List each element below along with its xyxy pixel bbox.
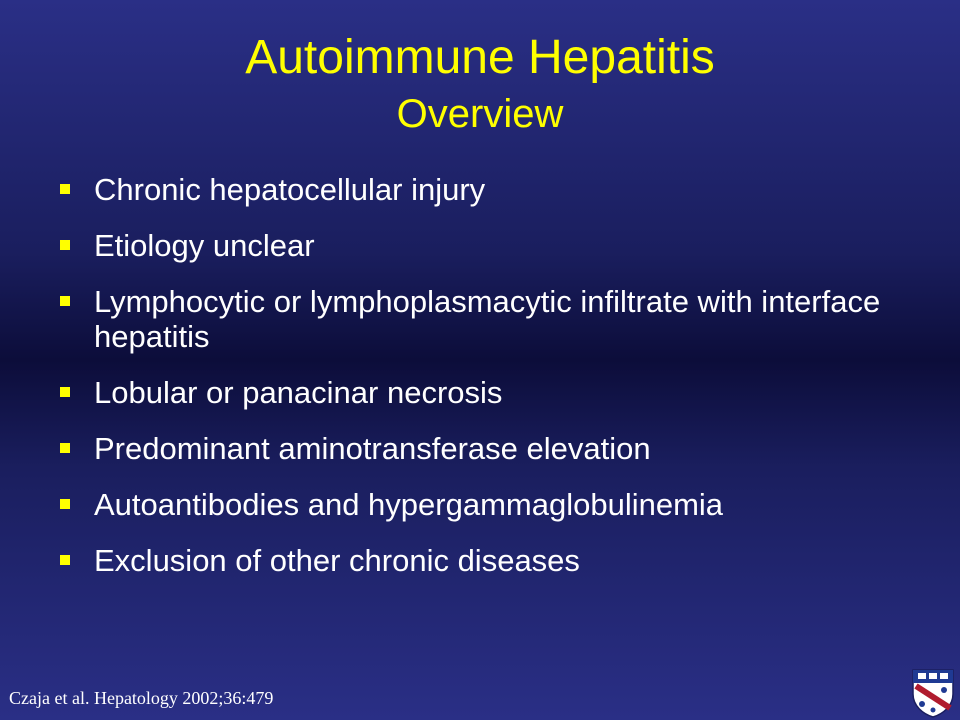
- bullet-text: Lobular or panacinar necrosis: [94, 375, 503, 410]
- bullet-item: [60, 487, 920, 522]
- bullet-square-icon: [60, 387, 70, 397]
- bullet-square-icon: [60, 555, 70, 565]
- bullet-square-icon: [60, 443, 70, 453]
- slide-subtitle: Overview: [396, 92, 564, 136]
- bullet-square-icon: [60, 240, 70, 250]
- bullet-text: Predominant aminotransferase elevation: [94, 431, 651, 466]
- bullet-item: [60, 375, 920, 410]
- bullet-item: [60, 431, 920, 466]
- bullet-text: Lymphocytic or lymphoplasmacytic infiltrate with interface hepatitis: [94, 284, 881, 354]
- bullet-text: Chronic hepatocellular injury: [94, 172, 486, 207]
- slide-title: Autoimmune Hepatitis: [245, 31, 715, 84]
- bullet-item: [60, 284, 920, 354]
- bullet-square-icon: [60, 184, 70, 194]
- bullet-square-icon: [60, 499, 70, 509]
- bullet-text: Exclusion of other chronic diseases: [94, 543, 580, 578]
- bullet-text: Autoantibodies and hypergammaglobulinemia: [94, 487, 724, 522]
- bullet-square-icon: [60, 296, 70, 306]
- bullet-item: [60, 543, 920, 578]
- bullet-text: Etiology unclear: [94, 228, 315, 263]
- bullet-list: [60, 172, 920, 599]
- shield-crest-icon: [910, 668, 956, 718]
- bullet-item: [60, 172, 920, 207]
- bullet-item: [60, 228, 920, 263]
- title-block: [0, 20, 960, 138]
- citation: Czaja et al. Hepatology 2002;36:479: [9, 688, 274, 708]
